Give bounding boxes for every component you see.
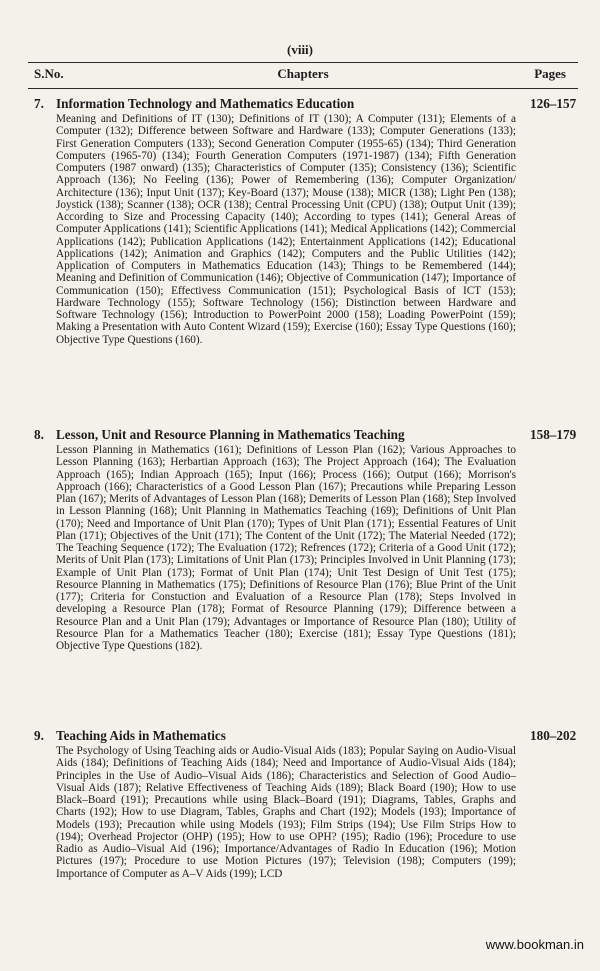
chapter-entry bbox=[34, 728, 577, 880]
chapter-pages: 126–157 bbox=[530, 96, 577, 111]
header-pages: Pages bbox=[534, 66, 566, 81]
chapter-title: Information Technology and Mathematics Education bbox=[56, 96, 355, 111]
chapter-entry bbox=[34, 96, 577, 346]
chapter-pages: 180–202 bbox=[530, 728, 577, 743]
page-number: (viii) bbox=[287, 42, 313, 57]
header-bottom-rule bbox=[28, 88, 578, 89]
chapter-number: 8. bbox=[34, 427, 44, 442]
header-sno: S.No. bbox=[34, 66, 64, 81]
header-top-rule bbox=[28, 62, 578, 63]
chapter-title: Lesson, Unit and Resource Planning in Mathematics Teaching bbox=[56, 427, 405, 442]
chapter-contents: The Psychology of Using Teaching aids or Audio-Visual Aids (183); Popular Saying on Audio-Visual Aids (184); Definitions of Teaching Aids (184); Need and Importance of Audio-Visual Aids (184); Principles in the Use of Audio–Visual Aids (186); Characteristics and Selection of Good Audio–Visual Aids (187); Relative Effectiveness of Teaching Aids (189); Black Board (190); How to use Black–Board (191); Precautions while using Black–Board (191); Diagrams, Tables, Graphs and Charts (192); How to use Diagram, Tables, Graphs and Chart (192); Models (193); Importance of Models (193); Precaution while using Models (193); Film Strips (194); Use Film Strips How to (194); Overhead Projector (OHP) (195); How to use OPH? (195); Radio (196); Procedure to use Radio as Audio–Visual Aid (196); Importance/Advantages of Radio In Education (196); Motion Pictures (197); Procedure to use Motion Pictures (197); Television (198); Computers (199); Importance of Computer as A–V Aids (199); LCD bbox=[56, 745, 516, 880]
chapter-contents: Meaning and Definitions of IT (130); Definitions of IT (130); A Computer (131); Elements of a Computer (132); Difference between Software and Hardware (133); Computer Generations (133); First Generation Computers (133); Second Generation Computer (1955-65) (134); Third Generation Computers (1965-70) (134); Fourth Generation Computers (1971-1987) (134); Fifth Generation Computers (1987 onward) (135); Characteristics of Computer (135); Consistency (136); Scientific Approach (136); No Feeling (136); Power of Remembering (136); Computer Organization/ Architecture (136); Input Unit (137); Key-Board (137); Mouse (138); MICR (138); Light Pen (138); Joystick (138); Scanner (138); OCR (138); Central Processing Unit (CPU) (138); Output Unit (139); According to Size and Processing Capacity (140); According to types (141); General Areas of Computer Applications (141); Scientific Applications (141); Medical Applications (142); Commercial Applications (142); Publication Applications (142); Entertainment Applications (142); Educational Applications (142); Animation and Graphics (142); Computers and the Public Utilities (142); Application of Computers in Mathematics Education (143); Things to be Remembered (144); Meaning and Definition of Communication (146); Objective of Communication (147); Importance of Communication (150); Effectivess Communication (151); Psychological Basis of ICT (153); Hardware Technology (155); Software Technology (156); Distinction between Hardware and Software Technology (156); Introduction to PowerPoint 2000 (158); Loading PowerPoint (159); Making a Presentation with Auto Content Wizard (159); Exercise (160); Essay Type Questions (160); Objective Type Questions (160). bbox=[56, 113, 516, 346]
table-header bbox=[28, 66, 578, 86]
chapter-entry bbox=[34, 427, 577, 652]
chapter-title: Teaching Aids in Mathematics bbox=[56, 728, 226, 743]
header-chapters: Chapters bbox=[277, 66, 329, 81]
watermark: www.bookman.in bbox=[485, 937, 584, 952]
chapter-number: 9. bbox=[34, 728, 44, 743]
chapter-contents: Lesson Planning in Mathematics (161); Definitions of Lesson Plan (162); Various Approaches to Lesson Planning (163); Herbartian Approach (163); The Project Approach (164); The Evaluation Approach (165); Indian Approach (165); Input (166); Process (166); Output (166); Morrison's Approach (166); Characteristics of a Good Lesson Plan (167); Precautions while Preparing Lesson Plan (167); Merits of Advantages of Lesson Plan (168); Demerits of Lesson Plan (168); Step Involved in Lesson Planning (168); Unit Planning in Mathematics Teaching (169); Definitions of Unit Plan (170); Need and Importance of Unit Plan (170); Types of Unit Plan (171); Essential Features of Unit Plan (171); Objectives of the Unit (171); The Content of the Unit (172); The Material Needed (172); The Teaching Sequence (172); The Evaluation (172); Refrences (172); Criteria of a Good Unit (172); Merits of Unit Plan (173); Limitations of Unit Plan (173); Principles Involved in Unit Planning (173); Example of Unit Plan (173); Format of Unit Plan (174); Unit Test Design of Unit Test (175); Resource Planning in Mathematics (175); Definitions of Resource Plan (176); Blue Print of the Unit (177); Criteria for Constuction and Evaluation of a Resource Plan (178); Steps Involved in developing a Resource Plan (178); Format of Resource Planning (179); Difference between a Resource Plan and a Unit Plan (179); Advantages or Importance of Resource Plan (180); Utility of Resource Plan for a Mathematics Teacher (180); Exercise (181); Essay Type Questions (181); Objective Type Questions (182). bbox=[56, 444, 516, 652]
chapter-number: 7. bbox=[34, 96, 44, 111]
chapter-pages: 158–179 bbox=[530, 427, 577, 442]
